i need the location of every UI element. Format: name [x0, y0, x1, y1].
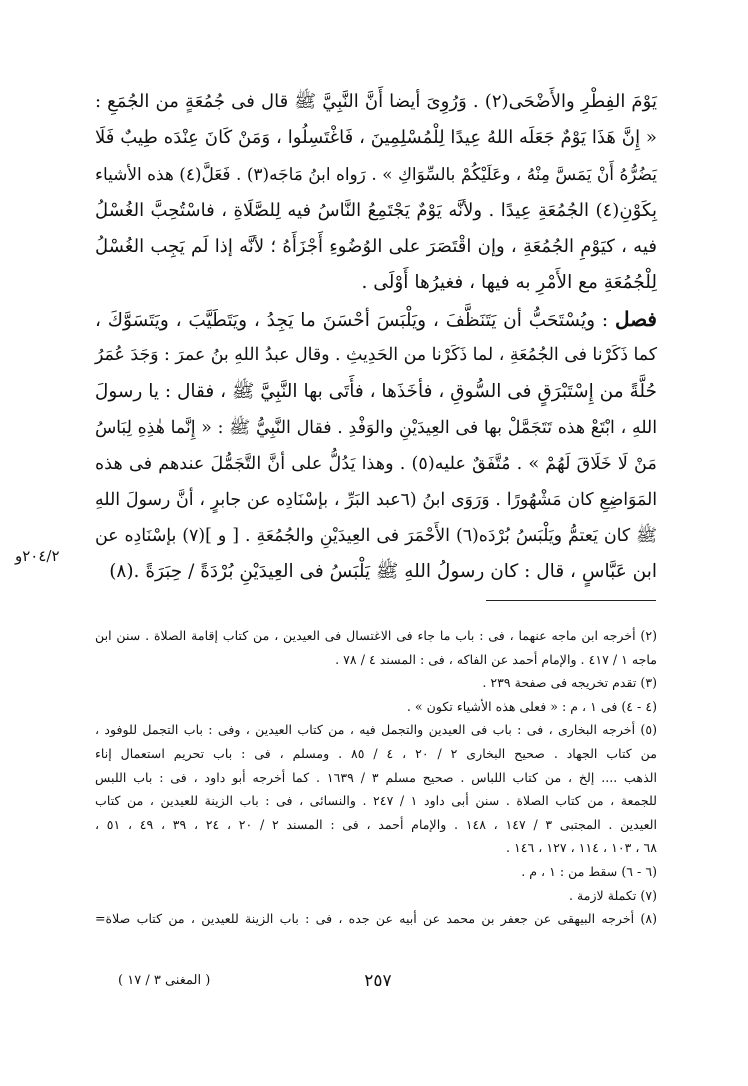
footnote-line: (٦ - ٦) سقط من : ١ ، م . — [521, 863, 657, 879]
main-text-line: « إِنَّ هَذَا يَوْمٌ جَعَلَه اللهُ عِيدًا لِلْمُسْلِمِينَ ، فَاغْتَسِلُوا ، وَمَنْ كَانَ عِنْدَه طِيبٌ فَلَا — [95, 127, 658, 149]
main-text-line: يَوْمَ الفِطْرِ والأَضْحَى(٢) . وَرُوِىَ أيضا أَنَّ النَّبِيَّ ﷺ قال فى جُمُعَةٍ من الجُمَعِ : — [95, 91, 658, 112]
main-text-line: ابن عَبَّاسٍ ، قال : كان رسولُ اللهِ ﷺ يَلْبَسُ فى العِيدَيْنِ بُرْدَةً / حِبَرَةً .(٨) — [109, 561, 657, 583]
main-text-line: المَوَاضِعِ كان مَشْهُورًا . وَرَوَى ابنُ (٦عبد البَرِّ ، بإسْنَادِه عن جابرٍ ، أنَّ رسولَ اللهِ — [95, 490, 658, 511]
main-text-line: كما ذَكَرْنا فى الجُمُعَةِ ، لما ذَكَرْنا من الحَدِيثِ . وقال عبدُ اللهِ بنُ عمرَ : وَجَدَ عُمَرُ — [95, 345, 657, 366]
footnote-line: (٤ - ٤) فى ١ ، م : « فعلى هذه الأشياء تكون » . — [406, 698, 657, 714]
main-text-line: لِلْجُمُعَةِ مع الأَمْرِ به فيها ، فغيرُها أَوْلَى . — [361, 271, 657, 293]
main-text-line: حُلَّةً من إِسْتَبْرَقٍ فى السُّوقِ ، فأخَذَها ، فأَتَى بها النَّبِيَّ ﷺ ، فقال : يا رسولَ — [94, 380, 657, 402]
fasl-line — [95, 301, 657, 337]
footnote-line: ماجه ١ / ٤١٧ . والإمام أحمد عن الفاكه ، فى : المسند ٤ / ٧٨ . — [335, 651, 657, 667]
fasl-text: : ويُسْتَحَبُّ أن يَتَنَظَّفَ ، ويَلْبَسَ أحْسَنَ ما يَجِدُ ، ويَتَطَيَّبَ ، ويَتَسَوَّكَ ، — [95, 310, 609, 332]
footnote-line: (٧) تكملة لازمة . — [568, 887, 657, 903]
main-text-line: بِكَوْنِ(٤) الجُمُعَةِ عِيدًا . ولأنَّه يَوْمٌ يَجْتَمِعُ النَّاسُ فيه لِلصَّلَاةِ ، فاسْتُحِبَّ الغُسْلُ — [95, 199, 657, 221]
footnote-line: (٣) تقدم تخريجه فى صفحة ٢٣٩ . — [482, 675, 657, 691]
margin-note: ٢٠٤/٢و — [15, 547, 60, 565]
page-number: ٢٥٧ — [364, 971, 392, 991]
footnote-line: العيدين . المجتبى ٣ / ١٤٧ ، ١٤٨ . والإمام أحمد ، فى : المسند ٢ / ٢٠ ، ٢٤ ، ٣٩ ، ٤٩ ، ٥١ ، — [95, 816, 658, 832]
footnote-line: ٦٨ ، ١٠٣ ، ١١٤ ، ١٢٧ ، ١٤٦ . — [505, 840, 657, 856]
main-text-line: ﷺ كان يَعتمُّ ويَلْبَسُ بُرْدَه(٦) الأَحْمَرَ فى العِيدَيْنِ والجُمُعَةِ . [ و ](٧) بإسْنَادِه عن — [95, 526, 657, 547]
footnote-line: (٨) أخرجه البيهقى عن جعفر بن محمد عن أبيه عن جده ، فى : باب الزينة للعيدين ، من كتاب صلاة= — [95, 911, 657, 927]
footnote-line: (٥) أخرجه البخارى ، فى : باب فى العيدين والتجمل فيه ، من كتاب العيدين ، وفى : باب التجمل للوفود ، — [95, 722, 657, 738]
footnote-line: من كتاب الجهاد . صحيح البخارى ٢ / ٢٠ ، ٤ / ٨٥ . ومسلم ، فى : باب تحريم استعمال إناء — [95, 745, 657, 761]
main-text — [95, 84, 657, 591]
main-text-line: فيه ، كيَوْمِ الجُمُعَةِ ، وإن اقْتَصَرَ على الوُضُوءِ أَجْزَأَهُ ؛ لأنَّه إذا لَم يَجِب الغُسْلُ — [95, 235, 657, 257]
footnote-line: (٢) أخرجه ابن ماجه عنهما ، فى : باب ما جاء فى الاغتسال فى العيدين ، من كتاب إقامة الصلاة . سنن ابن — [95, 628, 657, 643]
main-text-line: مَنْ لَا خَلَاقَ لَهُمْ » . مُتَّفَقٌ عليه(٥) . وهذا يَدُلُّ على أنَّ التَّجَمُّلَ عندهم فى هذه — [95, 453, 657, 474]
main-text-line: اللهِ ، ابْتَعْ هذه تَتَجَمَّلْ بها فى العِيدَيْنِ والوَفْدِ . فقال النَّبِيُّ ﷺ : « إِنَّما هٰذِهِ لِبَاسُ — [95, 417, 657, 438]
footnote-line: للجمعة ، من كتاب الصلاة . سنن أبى داود ١ / ٢٤٧ . والنسائى ، فى : باب الزينة للعيدين ، من كتاب — [95, 793, 658, 809]
book-reference: ( المغنى ٣ / ١٧ ) — [118, 973, 211, 988]
fasl-heading: فصل — [614, 307, 657, 332]
main-text-line: يَضُرُّهُ أَنْ يَمَسَّ مِنْهُ ، وعَلَيْكُمْ بالسِّوَاكِ » . رَواه ابنُ مَاجَه(٣) . فَعَلَّ(٤) هذه الأشياء — [95, 164, 657, 185]
footnotes — [95, 624, 657, 931]
footnote-line: الذهب .... إلخ ، من كتاب اللباس . صحيح مسلم ٣ / ١٦٣٩ . كما أخرجه أبو داود ، فى : باب اللبس — [95, 769, 658, 785]
footnote-divider — [486, 600, 656, 601]
